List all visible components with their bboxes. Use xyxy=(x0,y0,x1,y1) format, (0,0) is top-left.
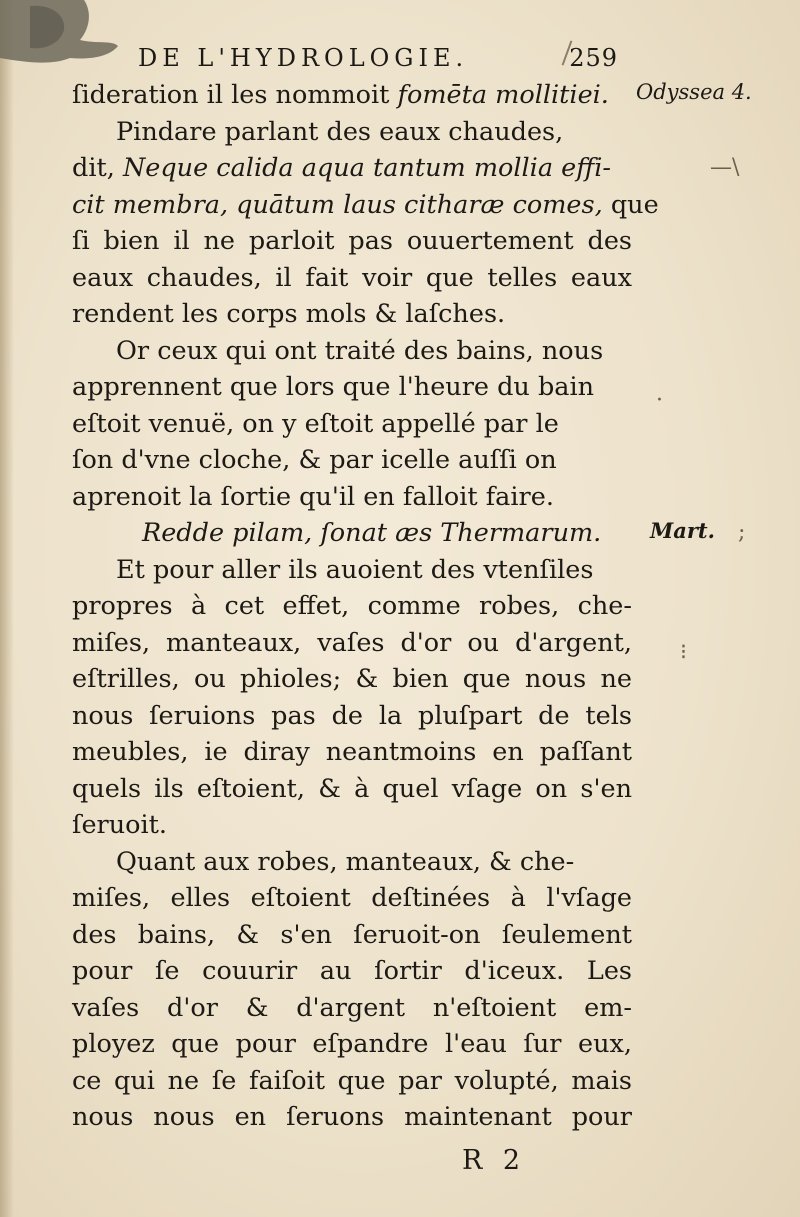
line-text: que xyxy=(602,189,659,220)
text-line: ſi bien il ne parloit pas ouuertement des xyxy=(72,226,632,256)
margin-dot-mark: · xyxy=(656,388,663,413)
text-line: nous ſeruions pas de la pluſpart de tels xyxy=(72,700,632,731)
text-line: nous nous en ſeruons maintenant pour xyxy=(72,1102,632,1132)
text-line: Et pour aller ils auoient des vtenſiles xyxy=(116,554,594,585)
text-line xyxy=(72,187,659,224)
text-line: rendent les corps mols & laſches. xyxy=(72,299,506,329)
text-line: vaſes d'or & d'argent n'eſtoient em- xyxy=(72,992,632,1023)
text-line: Quant aux robes, manteaux, & che- xyxy=(116,846,575,877)
italic-quote: cit membra, quātum laus citharæ comes, xyxy=(72,189,603,220)
text-line xyxy=(72,150,632,187)
running-head xyxy=(138,44,618,80)
italic-quote: Neque calida aqua tantum mollia effi- xyxy=(122,153,612,183)
line-text: ſideration il les nommoit xyxy=(72,80,398,110)
italic-quote-line: Redde pilam, ſonat æs Thermarum. xyxy=(142,518,602,548)
text-line xyxy=(72,77,632,114)
margin-note-mart: Mart. xyxy=(650,518,715,543)
text-line: aprenoit la ſortie qu'il en falloit faire. xyxy=(72,481,554,512)
margin-dot-mark: ; xyxy=(738,520,746,545)
text-line: propres à cet effet, comme robes, che- xyxy=(72,591,632,621)
running-head-title: DE L'HYDROLOGIE. xyxy=(138,44,469,72)
body-text xyxy=(72,77,659,1136)
text-line: eſtrilles, ou phioles; & bien que nous ne xyxy=(72,664,632,694)
text-line: apprennent que lors que l'heure du bain xyxy=(72,372,595,402)
text-line: ſon d'vne cloche, & par icelle auſſi on xyxy=(72,445,557,475)
text-line: pour ſe couurir au ſortir d'iceux. Les xyxy=(72,956,632,986)
text-line: Or ceux qui ont traité des bains, nous xyxy=(116,335,604,366)
text-line: ployez que pour eſpandre l'eau ſur eux, xyxy=(72,1029,632,1059)
text-line: Pindare parlant des eaux chaudes, xyxy=(116,116,564,147)
italic-quote: fomēta mollitiei. xyxy=(397,80,609,110)
text-line: miſes, manteaux, vaſes d'or ou d'argent, xyxy=(72,627,632,658)
text-line: meubles, ie diray neantmoins en paſſant xyxy=(72,737,632,767)
text-line: eaux chaudes, il fait voir que telles eaux xyxy=(72,262,632,293)
signature-mark: R 2 xyxy=(462,1145,527,1176)
margin-pen-mark: ⁝ xyxy=(680,640,687,665)
text-line: eſtoit venuë, on y eſtoit appellé par le xyxy=(72,408,559,439)
text-line: des bains, & s'en ſeruoit-on ſeulement xyxy=(72,919,632,950)
text-line: ſeruoit. xyxy=(72,810,168,840)
ink-stain-decoration xyxy=(0,0,120,70)
margin-note-odyssea: Odyssea 4. xyxy=(636,80,752,104)
page-number: 259 xyxy=(569,44,618,72)
text-line: ce qui ne ſe faiſoit que par volupté, mais xyxy=(72,1065,632,1096)
margin-pen-mark: —\ xyxy=(710,155,740,180)
line-text: dit, xyxy=(72,153,123,183)
gutter-shadow xyxy=(0,0,14,1217)
text-line: quels ils eſtoient, & à quel vſage on s'en xyxy=(72,773,632,804)
text-line: miſes, elles eſtoient deſtinées à l'vſage xyxy=(72,883,632,913)
